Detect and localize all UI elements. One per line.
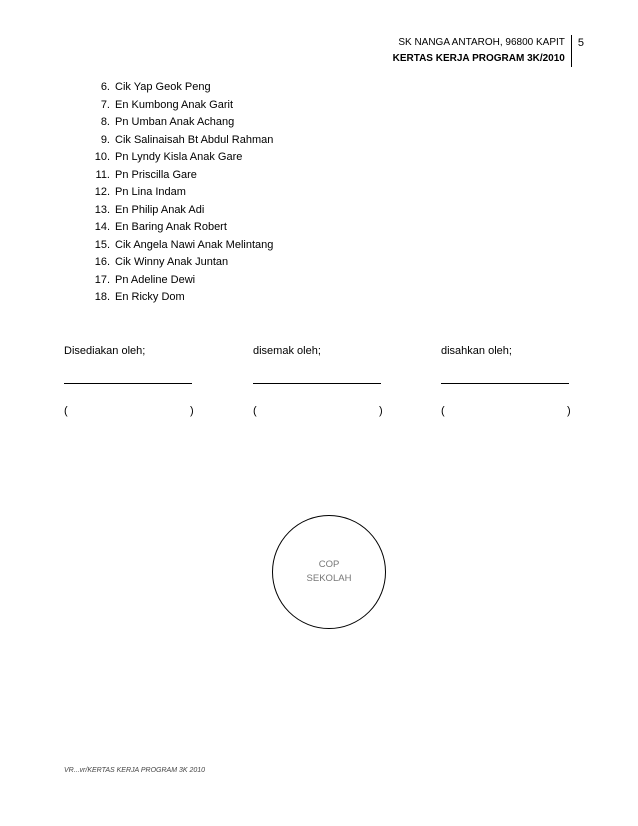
list-item	[92, 149, 273, 167]
list-number: 6.	[100, 81, 110, 93]
paren-open: (	[253, 405, 257, 417]
committee-list	[92, 79, 273, 307]
paren-close: )	[190, 405, 194, 417]
list-number: 8.	[100, 116, 110, 128]
list-item	[92, 167, 273, 185]
list-name: En Kumbong Anak Garit	[115, 98, 234, 111]
list-number: 13.	[94, 203, 110, 216]
list-item	[92, 184, 273, 202]
list-name: En Philip Anak Adi	[115, 203, 205, 216]
approved-by-label: disahkan oleh;	[441, 345, 512, 357]
signature-line	[253, 383, 381, 384]
list-number: 17.	[94, 273, 110, 286]
list-number: 10.	[94, 151, 110, 163]
paren-open: (	[441, 405, 445, 417]
list-number: 15.	[94, 238, 110, 251]
list-number: 14.	[94, 221, 110, 233]
list-item	[92, 79, 273, 97]
paren-close: )	[379, 405, 383, 417]
list-item	[92, 97, 273, 115]
stamp-line1: COP	[318, 559, 340, 570]
prepared-by-label: Disediakan oleh;	[64, 345, 146, 357]
stamp-line2: SEKOLAH	[306, 573, 352, 584]
list-name: Cik Winny Anak Juntan	[115, 256, 229, 268]
list-item	[92, 254, 273, 272]
list-item	[92, 237, 273, 255]
paren-open: (	[64, 405, 68, 417]
list-item	[92, 289, 273, 307]
list-name: Cik Salinaisah Bt Abdul Rahman	[115, 133, 274, 146]
page-footer: VR...vr/KERTAS KERJA PROGRAM 3K 2010	[64, 767, 206, 774]
paren-close: )	[567, 405, 571, 417]
list-number: 18.	[94, 291, 110, 303]
header-school: SK NANGA ANTAROH, 96800 KAPIT	[398, 37, 565, 48]
list-name: Pn Lina Indam	[115, 186, 186, 198]
list-name: Pn Adeline Dewi	[115, 273, 196, 286]
list-number: 9.	[100, 133, 110, 146]
list-name: En Ricky Dom	[115, 291, 185, 303]
list-name: Pn Lyndy Kisla Anak Gare	[115, 151, 243, 163]
list-name: Cik Yap Geok Peng	[115, 81, 211, 93]
reviewed-by-label: disemak oleh;	[253, 345, 321, 357]
page-header	[393, 35, 584, 67]
school-stamp	[272, 515, 386, 629]
header-title: KERTAS KERJA PROGRAM 3K/2010	[392, 53, 565, 64]
list-number: 12.	[94, 186, 110, 198]
list-item	[92, 132, 273, 150]
list-item	[92, 219, 273, 237]
list-name: Pn Umban Anak Achang	[115, 116, 235, 128]
list-name: Cik Angela Nawi Anak Melintang	[115, 238, 274, 251]
list-item	[92, 202, 273, 220]
signature-line	[441, 383, 569, 384]
list-name: Pn Priscilla Gare	[115, 168, 197, 181]
signature-line	[64, 383, 192, 384]
header-text	[393, 35, 572, 67]
list-number: 7.	[100, 98, 110, 111]
list-number: 16.	[94, 256, 110, 268]
list-number: 11.	[95, 168, 110, 181]
page-number: 5	[577, 37, 584, 49]
list-name: En Baring Anak Robert	[115, 221, 227, 233]
list-item	[92, 272, 273, 290]
list-item	[92, 114, 273, 132]
